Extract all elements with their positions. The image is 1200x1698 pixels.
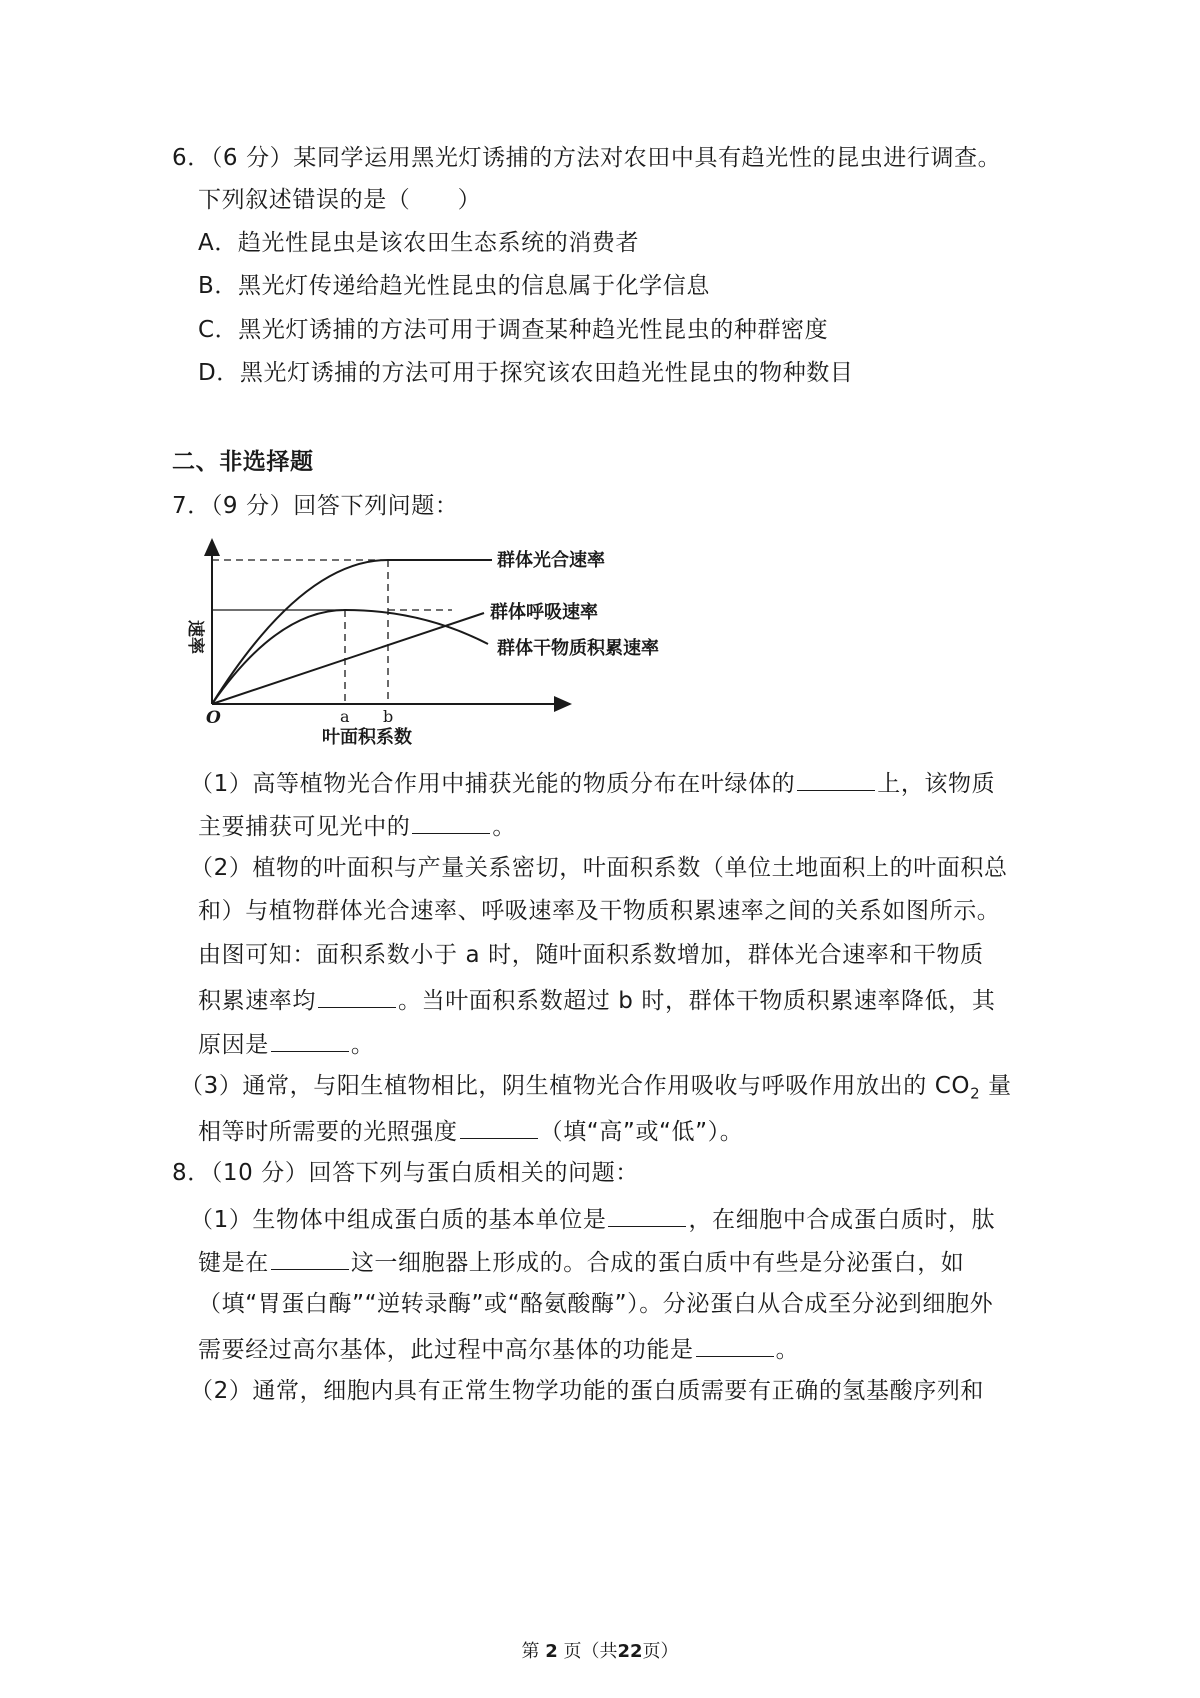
q8-p1-text: 这一细胞器上形成的。合成的蛋白质中有些是分泌蛋白，如 [350,1250,965,1276]
total-pages: 22 [617,1641,643,1662]
answer-blank[interactable] [797,766,875,791]
q7-part2-line5 [198,1027,374,1060]
q7-part1-line1 [190,766,995,799]
q7-p2-text: 积累速率均 [198,988,316,1014]
section-heading: 二、非选择题 [172,449,314,475]
x-axis-label: 叶面积系数 [322,727,412,748]
legend-photosynthesis: 群体光合速率 [497,550,605,571]
q7-p3-text: （3）通常，与阳生植物相比，阴生植物光合作用吸收与呼吸作用放出的 CO [180,1073,971,1099]
q8-p1-text: 需要经过高尔基体，此过程中高尔基体的功能是 [198,1337,694,1363]
q7-p3-text: （填“高”或“低”）。 [539,1119,744,1145]
q8-p1-text: ，在细胞中合成蛋白质时，肽 [688,1207,996,1233]
co2-subscript: 2 [970,1084,981,1103]
q8-title: 8．（10 分）回答下列与蛋白质相关的问题： [172,1160,639,1186]
rate-chart-curves [185,538,692,758]
answer-blank[interactable] [608,1202,686,1227]
q7-part2-line1: （2）植物的叶面积与产量关系密切，叶面积系数（单位土地面积上的叶面积总 [190,855,1008,881]
q7-part2-line3: 由图可知：面积系数小于 a 时，随叶面积系数增加，群体光合速率和干物质 [198,942,984,968]
legend-dry-matter: 群体干物质积累速率 [497,638,659,659]
q6-option-d: D．黑光灯诱捕的方法可用于探究该农田趋光性昆虫的物种数目 [198,360,854,386]
q8-p1-text: （1）生物体中组成蛋白质的基本单位是 [190,1207,607,1233]
q8-part1-line2 [198,1245,964,1278]
footer-text: 第 [521,1641,540,1662]
q7-p2-text: 。 [350,1032,375,1058]
q7-part3-line2 [198,1114,743,1147]
answer-blank[interactable] [460,1114,538,1139]
q8-part1-line3: （填“胃蛋白酶”“逆转录酶”或“酪氨酸酶”）。分泌蛋白从合成至分泌到细胞外 [198,1291,994,1317]
legend-respiration: 群体呼吸速率 [490,602,598,623]
q7-part1-line2 [198,809,516,842]
q7-part3-line1 [180,1071,1012,1109]
q7-part2-line2: 和）与植物群体光合速率、呼吸速率及干物质积累速率之间的关系如图所示。 [198,898,1001,924]
answer-blank[interactable] [696,1332,774,1357]
q7-p1-text: 。 [492,814,517,840]
tick-a: a [340,707,350,726]
answer-blank[interactable] [318,983,396,1008]
photosynthesis-curve [212,560,492,704]
q8-part1-line4 [198,1332,799,1365]
q7-p3-text: 相等时所需要的光照强度 [198,1119,458,1145]
q8-p1-text: 键是在 [198,1250,269,1276]
q6-option-a: A．趋光性昆虫是该农田生态系统的消费者 [198,230,640,256]
q7-p2-text: 原因是 [198,1032,269,1058]
q8-part2-line1: （2）通常，细胞内具有正常生物学功能的蛋白质需要有正确的氢基酸序列和 [190,1378,985,1404]
y-axis-label: 速率 [185,620,205,654]
q8-part1-line1 [190,1202,995,1235]
respiration-line [212,613,484,704]
q7-title: 7．（9 分）回答下列问题： [172,493,459,519]
q7-p3-text: 量 [980,1073,1012,1099]
page-footer [0,1637,1200,1663]
q6-stem-line1: 6．（6 分）某同学运用黑光灯诱捕的方法对农田中具有趋光性的昆虫进行调查。 [172,145,1002,171]
q7-part2-line4 [198,983,995,1016]
q8-p1-text: 。 [775,1337,800,1363]
answer-blank[interactable] [271,1245,349,1270]
answer-blank[interactable] [412,809,490,834]
q7-p1-text: （1）高等植物光合作用中捕获光能的物质分布在叶绿体的 [190,771,796,797]
page-number: 2 [545,1641,558,1662]
q6-stem-line2: 下列叙述错误的是（ ） [198,187,482,213]
answer-blank[interactable] [271,1027,349,1052]
footer-text: 页（共 [563,1641,618,1662]
q7-p2-text: 。当叶面积系数超过 b 时，群体干物质积累速率降低，其 [398,988,996,1014]
q7-p1-text: 上，该物质 [877,771,996,797]
q6-option-b: B．黑光灯传递给趋光性昆虫的信息属于化学信息 [198,273,710,299]
q7-p1-text: 主要捕获可见光中的 [198,814,411,840]
footer-text: 页） [642,1641,679,1662]
tick-b: b [383,707,394,726]
origin-label: O [206,708,221,728]
q6-option-c: C．黑光灯诱捕的方法可用于调查某种趋光性昆虫的种群密度 [198,317,829,343]
